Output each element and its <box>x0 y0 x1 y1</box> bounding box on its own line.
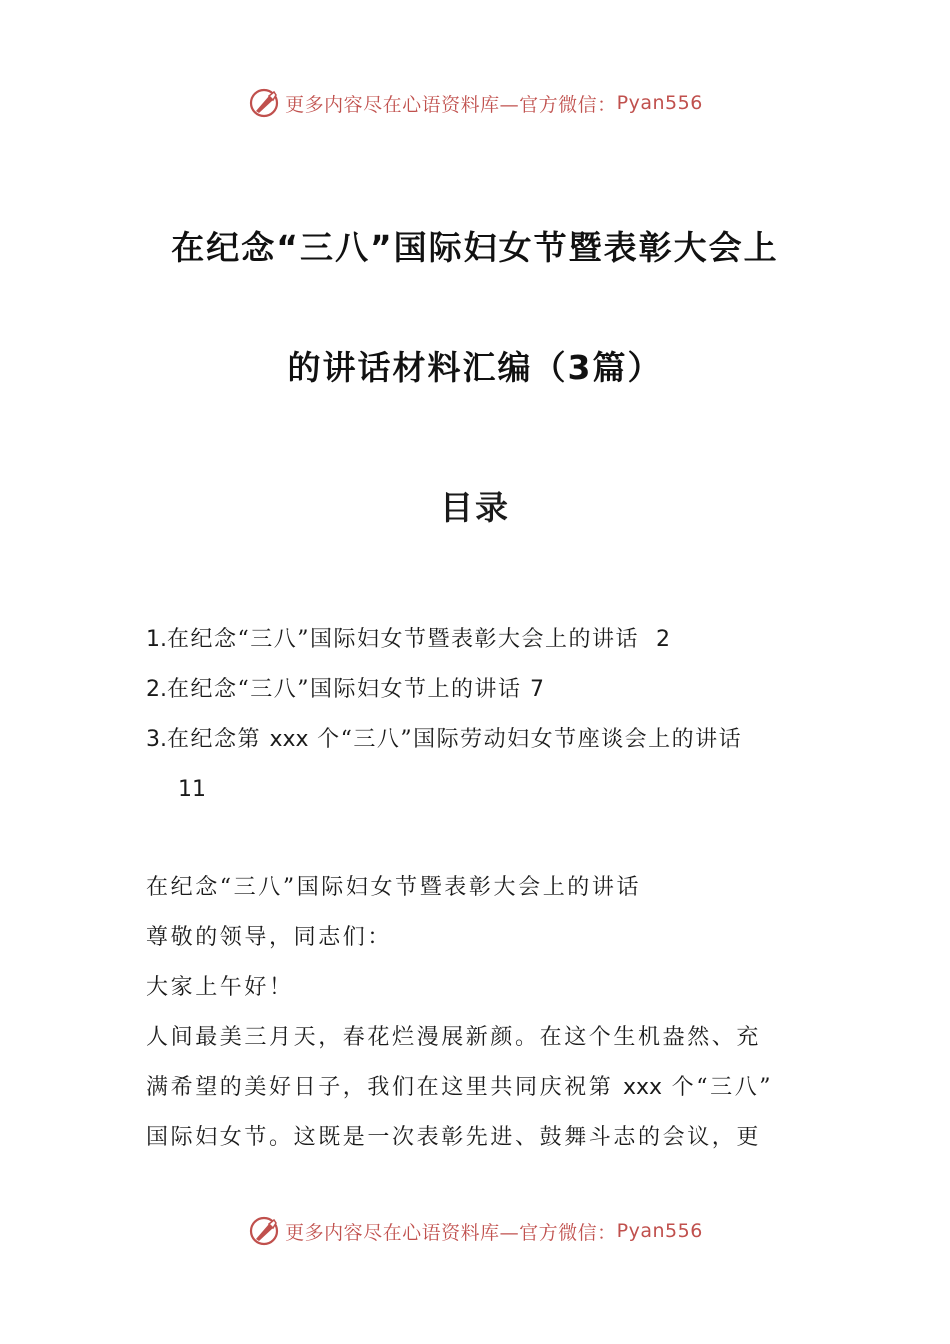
document-title-line-2: 的讲话材料汇编（3篇） <box>287 348 663 387</box>
toc-item-text: 在纪念“三八”国际妇女节暨表彰大会上的讲话 <box>167 627 639 652</box>
toc-item-text-b: 个“三八”国际劳动妇女节座谈会上的讲话 <box>317 727 743 752</box>
pen-nib-logo-icon <box>247 86 281 120</box>
toc-item-number: 1. <box>146 627 167 652</box>
paragraph-placeholder: xxx <box>623 1075 663 1100</box>
footer-watermark-banner <box>0 1211 950 1251</box>
header-watermark-banner <box>0 83 950 123</box>
paragraph-line <box>146 1063 808 1113</box>
toc-item-text-a: 在纪念第 <box>167 727 262 752</box>
paragraph-line: 国际妇女节。这既是一次表彰先进、鼓舞斗志的会议，更 <box>146 1125 762 1150</box>
salutation: 尊敬的领导，同志们： <box>146 925 393 950</box>
speech-title: 在纪念“三八”国际妇女节暨表彰大会上的讲话 <box>146 875 642 900</box>
toc-item-text: 在纪念“三八”国际妇女节上的讲话 <box>167 677 522 702</box>
toc-item-page: 11 <box>178 777 206 802</box>
banner-handle: Pyan556 <box>616 92 703 114</box>
toc-item-page: 2 <box>656 627 670 652</box>
document-title-line-1: 在纪念“三八”国际妇女节暨表彰大会上 <box>171 228 779 267</box>
toc-item-3[interactable] <box>146 715 816 765</box>
toc-item-page: 7 <box>530 677 544 702</box>
banner-text: 更多内容尽在心语资料库—官方微信： <box>285 1221 617 1244</box>
toc-item-1[interactable] <box>146 615 816 665</box>
toc-item-number: 2. <box>146 677 167 702</box>
toc-heading: 目录 <box>440 488 510 527</box>
toc-item-placeholder: xxx <box>269 727 309 752</box>
banner-text: 更多内容尽在心语资料库—官方微信： <box>285 93 617 116</box>
document-body <box>146 863 808 1163</box>
greeting: 大家上午好！ <box>146 975 294 1000</box>
banner-handle: Pyan556 <box>616 1220 703 1242</box>
toc-item-2[interactable] <box>146 665 816 715</box>
pen-nib-logo-icon <box>247 1214 281 1248</box>
toc-item-number: 3. <box>146 727 167 752</box>
paragraph-line: 人间最美三月天，春花烂漫展新颜。在这个生机盎然、充 <box>146 1025 762 1050</box>
toc-item-3-page-line <box>146 765 816 815</box>
paragraph-text: 个“三八” <box>671 1075 774 1100</box>
table-of-contents <box>146 615 816 815</box>
paragraph-text: 满希望的美好日子，我们在这里共同庆祝第 <box>146 1075 614 1100</box>
